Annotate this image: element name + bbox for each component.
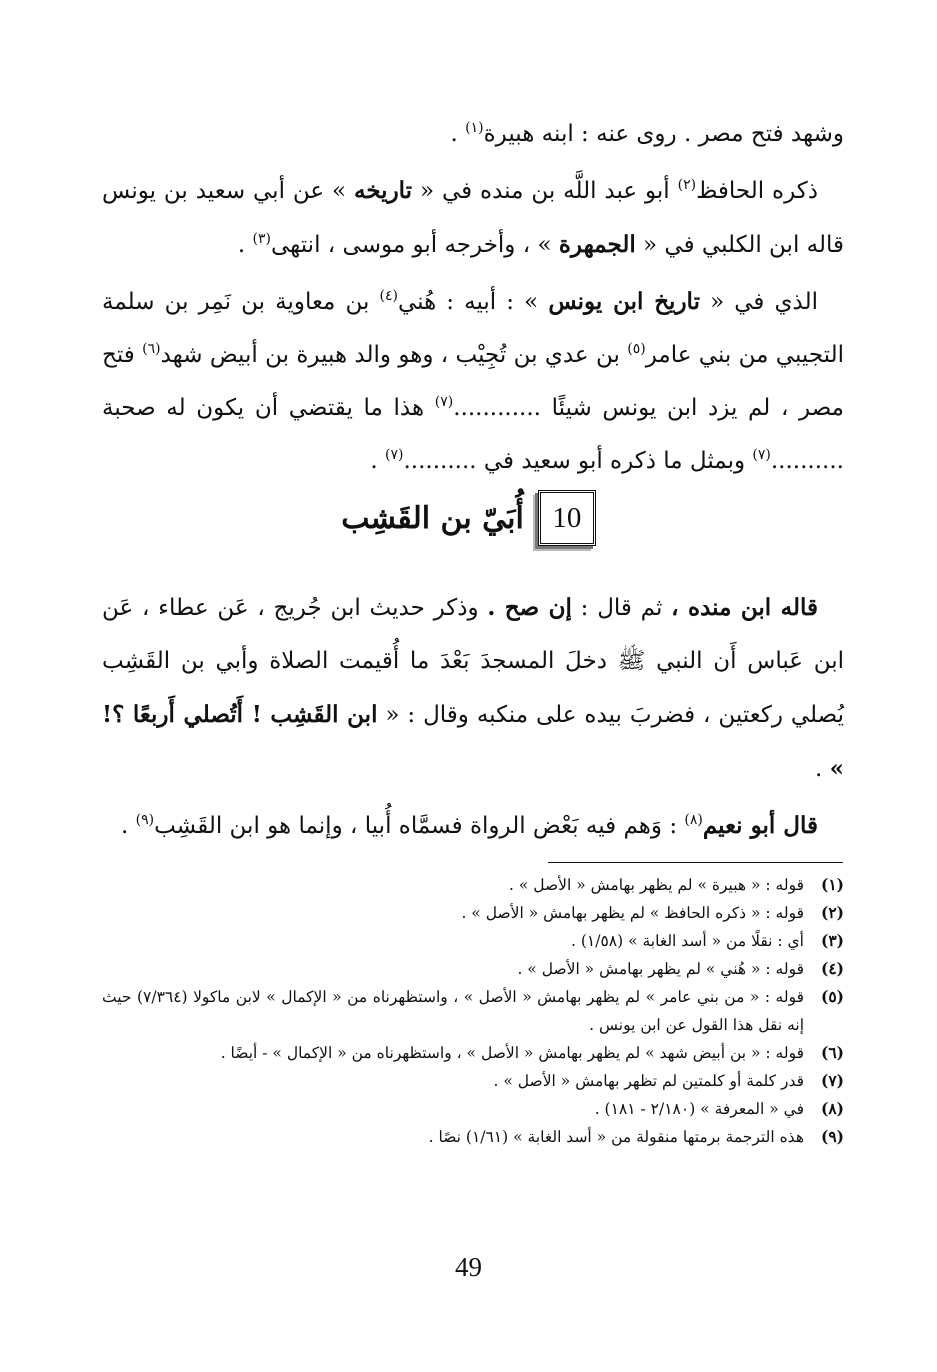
footnote-number: (٨) — [820, 1099, 844, 1118]
footnote-ref[interactable]: (٢) — [677, 177, 697, 193]
text-run: . — [121, 813, 136, 839]
text-run: . — [237, 232, 253, 258]
bold-run: إن صح . — [487, 594, 572, 621]
footnote-text: أي : نقلًا من « أسد الغابة » (١/٥٨) . — [571, 932, 804, 950]
page-number: 49 — [455, 1252, 482, 1282]
footnote-text: قوله : « بن أبيض شهد » لم يظهر بهامش « الأصل » ، واستظهرناه من « الإكمال » - أيضًا . — [220, 1044, 804, 1062]
book-title: الجمهرة — [558, 231, 636, 258]
text-run: . — [815, 756, 830, 782]
text-run: الذي في « — [699, 289, 818, 315]
text-run: » عن أبي سعيد بن يونس قاله ابن الكلبي في « — [102, 178, 844, 258]
text-run: : وَهم فيه بَعْض الرواة فسمَّاه أُبيا ، وإنما هو ابن القَشِب — [154, 813, 685, 839]
footnote-ref[interactable]: (٩) — [135, 812, 155, 828]
footnote-item — [102, 927, 844, 955]
footnote-ref[interactable]: (٤) — [379, 288, 398, 304]
footnote-number: (١) — [820, 875, 844, 894]
entry-title: أُبَيّ بن القَشِب — [341, 500, 524, 536]
text-run: أبو عبد اللَّه بن منده في « — [412, 178, 678, 204]
footnote-text: في « المعرفة » (٢/١٨٠ - ١٨١) . — [594, 1100, 804, 1118]
footnote-ref[interactable]: (٧) — [385, 447, 404, 463]
text-run: . — [370, 448, 385, 474]
footnote-ref[interactable]: (٣) — [252, 231, 271, 247]
footnote-text: قوله : « هبيرة » لم يظهر بهامش « الأصل » . — [509, 876, 804, 894]
bold-run: قال أبو نعيم — [702, 812, 818, 839]
footnote-number: (٦) — [820, 1043, 844, 1062]
text-run: بن عدي بن تُجِيْب ، وهو والد هبيرة بن أبيض شهد — [160, 342, 628, 368]
footnote-item — [102, 899, 844, 927]
footnote-ref[interactable]: (٦) — [142, 341, 161, 357]
book-title: تاريخه — [353, 177, 413, 204]
bold-run: قاله ابن منده ، — [671, 594, 818, 621]
footnote-item — [102, 1095, 844, 1123]
text-run: هذا ما يقتضي أن يكون له صحبة .......... — [102, 395, 844, 474]
footnote-ref[interactable]: (٥) — [627, 341, 646, 357]
hadith-quote: ابن القَشِب ! أَتُصلي أَربعًا ؟! » — [102, 701, 844, 782]
footnote-item — [102, 871, 844, 899]
footnote-item — [102, 1123, 844, 1151]
text-run: فتح مصر ، لم يزد ابن يونس شيئًا ............ — [102, 342, 844, 421]
text-run: ثم قال : — [571, 595, 672, 621]
footnote-item — [102, 983, 844, 1039]
entry-heading — [0, 487, 937, 549]
footnote-number: (٩) — [820, 1127, 844, 1146]
entry-number-badge: 10 — [538, 490, 596, 546]
text-run: بن معاوية بن نَمِر بن سلمة التجيبي من بني عامر — [102, 289, 845, 368]
text-run: » : أبيه : هُني — [397, 289, 549, 315]
footnote-item — [102, 955, 844, 983]
text-run: . — [450, 121, 466, 147]
footnote-text: قوله : « من بني عامر » لم يظهر بهامش « الأصل » ، واستظهرناه من « الإكمال » لابن ماكولا (٧/٣٦٤) حيث إنه نقل هذا القول عن ابن يونس . — [102, 988, 804, 1034]
footnote-item — [102, 1039, 844, 1067]
footnote-number: (٧) — [820, 1071, 844, 1090]
footnote-text: قوله : « هُني » لم يظهر بهامش « الأصل » . — [517, 960, 804, 978]
footnote-ref[interactable]: (٧) — [434, 394, 454, 410]
paragraph-1 — [102, 108, 844, 161]
paragraph-3 — [102, 275, 844, 488]
footnotes — [102, 871, 844, 1151]
footnote-ref[interactable]: (٧) — [752, 447, 771, 463]
footnote-number: (٣) — [820, 931, 844, 950]
text-run: ذكره الحافظ — [696, 178, 818, 204]
paragraph-5 — [102, 799, 844, 853]
text-run: وبمثل ما ذكره أبو سعيد في .......... — [403, 448, 753, 474]
footnote-ref[interactable]: (٨) — [684, 812, 703, 828]
footnote-ref[interactable]: (١) — [465, 120, 484, 136]
footnote-text: هذه الترجمة برمتها منقولة من « أسد الغابة » (١/٦١) نصًا . — [428, 1128, 804, 1146]
main-text-continued — [102, 581, 844, 853]
text-run: وشهد فتح مصر . روى عنه : ابنه هبيرة — [483, 121, 844, 147]
paragraph-4 — [102, 581, 844, 796]
footnote-text: قوله : « ذكره الحافظ » لم يظهر بهامش « الأصل » . — [461, 904, 804, 922]
footnote-number: (٥) — [820, 987, 844, 1006]
text-run: وذكر حديث ابن جُريج ، عَن عطاء ، عَن ابن عَباس أَن النبي ﷺ دخلَ المسجدَ بَعْدَ ما أُقيمت الصلاة وأبي بن القَشِب يُصلي ركعتين ، فضربَ بيده على منكبه وقال : « — [102, 595, 844, 728]
book-title: تاريخ ابن يونس — [548, 288, 700, 315]
footnote-text: قدر كلمة أو كلمتين لم تظهر بهامش « الأصل » . — [493, 1072, 804, 1090]
text-run: » ، وأخرجه أبو موسى ، انتهى — [270, 232, 559, 258]
footnote-number: (٤) — [820, 959, 844, 978]
main-text — [102, 108, 844, 488]
footnote-item — [102, 1067, 844, 1095]
footnote-number: (٢) — [820, 903, 844, 922]
footnote-divider — [548, 862, 843, 863]
paragraph-2 — [102, 164, 844, 272]
